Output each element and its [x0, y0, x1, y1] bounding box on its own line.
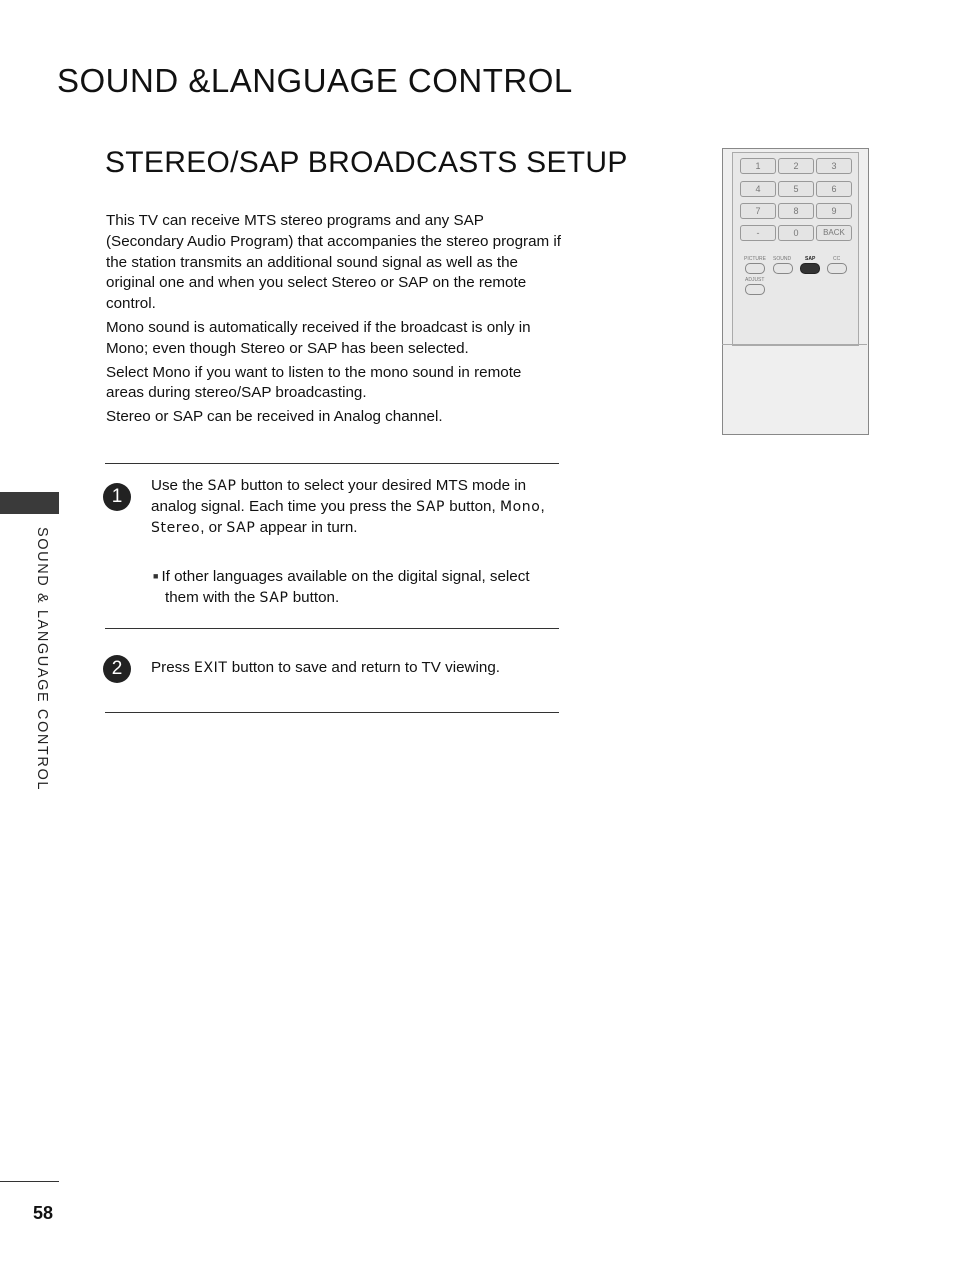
bullet-icon: ■: [153, 571, 159, 581]
intro-paragraph: Select Mono if you want to listen to the mono sound in remote areas during stereo/SAP broadcasting.: [106, 363, 522, 402]
remote-key-1: 1: [740, 158, 776, 174]
remote-key-8: 8: [778, 203, 814, 219]
remote-key-4: 4: [740, 181, 776, 197]
sap-key-label: SAP: [226, 519, 256, 536]
sap-key-label: SAP: [259, 589, 289, 606]
step-2-number: 2: [103, 655, 131, 683]
divider: [105, 463, 559, 464]
remote-key-3: 3: [816, 158, 852, 174]
remote-key-2: 2: [778, 158, 814, 174]
remote-picture-button: [745, 263, 765, 274]
remote-adjust-button: [745, 284, 765, 295]
remote-sound-button: [773, 263, 793, 274]
remote-key-5: 5: [778, 181, 814, 197]
divider: [105, 628, 559, 629]
remote-illustration: [722, 148, 869, 435]
remote-divider: [722, 344, 867, 345]
intro-paragraph: This TV can receive MTS stereo programs and any SAP (Secondary Audio Program) that accompanies the stereo program if the station transmits an additional sound signal as well as the original one and when you select Stereo or SAP on the remote control.: [106, 212, 562, 313]
section-title: STEREO/SAP BROADCASTS SETUP: [105, 146, 628, 179]
remote-key-0: 0: [778, 225, 814, 241]
step-2-text: Press EXIT button to save and return to TV viewing.: [151, 659, 500, 676]
remote-sap-label: SAP: [805, 256, 816, 262]
remote-key-dash: -: [740, 225, 776, 241]
remote-cc-label: CC: [833, 256, 841, 262]
intro-text: [106, 211, 561, 431]
sap-key-label: SAP: [416, 498, 446, 515]
remote-key-6: 6: [816, 181, 852, 197]
step-1-number: 1: [103, 483, 131, 511]
remote-sound-label: SOUND: [773, 256, 792, 262]
remote-adjust-label: ADJUST: [745, 277, 765, 283]
sap-key-label: SAP: [207, 478, 237, 494]
remote-key-back: BACK: [816, 225, 852, 241]
intro-paragraph: Mono sound is automatically received if the broadcast is only in Mono; even though Stereo or SAP has been selected.: [106, 318, 531, 357]
remote-sap-button: [800, 263, 820, 274]
mono-label: Mono: [499, 498, 541, 515]
step-1-text: Use the SAP button to select your desired MTS mode in analog signal. Each time you press the SAP button, Mono, Stereo, or SAP appear in turn.: [151, 477, 545, 536]
page-number: 58: [33, 1203, 54, 1223]
page-header-title: SOUND &LANGUAGE CONTROL: [57, 62, 573, 99]
remote-cc-button: [827, 263, 847, 274]
intro-paragraph: Stereo or SAP can be received in Analog channel.: [106, 408, 443, 426]
side-tab: [0, 492, 59, 514]
exit-key-label: EXIT: [194, 660, 228, 676]
side-chapter-label: SOUND & LANGUAGE CONTROL: [34, 527, 50, 791]
footer-rule: [0, 1181, 59, 1182]
remote-key-9: 9: [816, 203, 852, 219]
step-1-note: ■ If other languages available on the digital signal, select them with the SAP button.: [153, 568, 530, 606]
remote-picture-label: PICTURE: [744, 256, 766, 262]
divider: [105, 712, 559, 713]
remote-key-7: 7: [740, 203, 776, 219]
stereo-label: Stereo: [151, 519, 201, 536]
